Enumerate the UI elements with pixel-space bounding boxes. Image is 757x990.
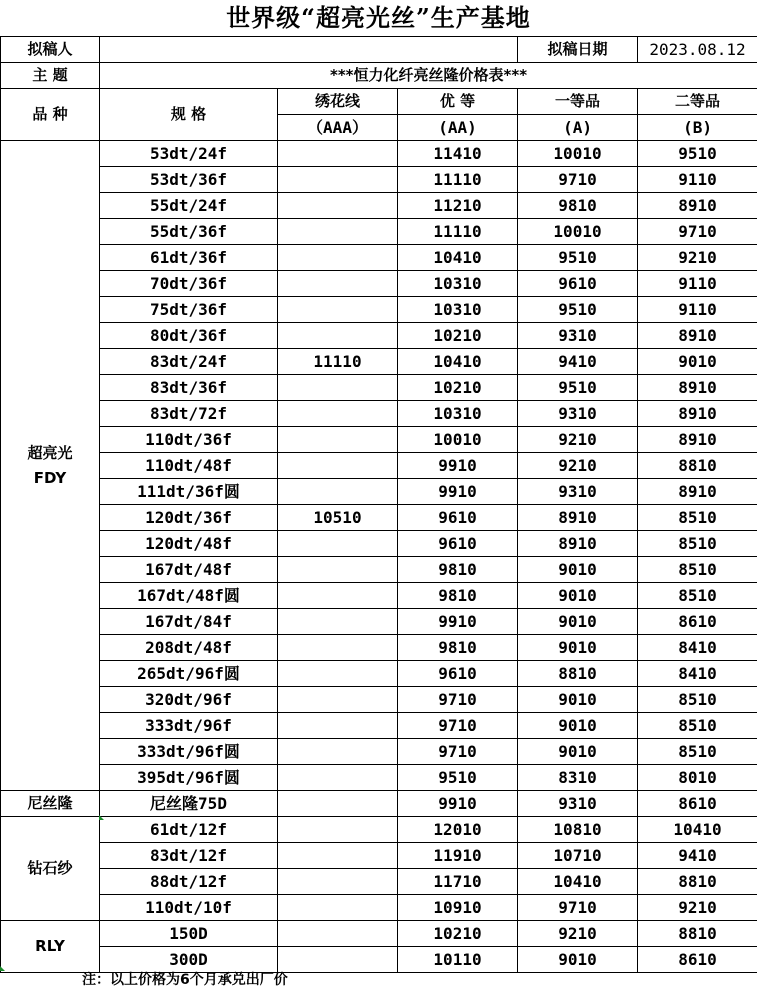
first-grade-price-cell: 9310 — [518, 791, 638, 817]
header-variety: 品 种 — [1, 89, 100, 141]
second-grade-price-cell: 8510 — [638, 713, 757, 739]
first-grade-price-cell: 9010 — [518, 583, 638, 609]
second-grade-price-cell: 8510 — [638, 531, 757, 557]
embroidery-price-cell — [278, 167, 398, 193]
premium-price-cell: 10310 — [398, 271, 518, 297]
embroidery-price-cell — [278, 791, 398, 817]
header-embroidery: 绣花线 — [278, 89, 398, 115]
second-grade-price-cell: 8510 — [638, 687, 757, 713]
price-table — [0, 36, 757, 973]
premium-price-cell: 9910 — [398, 479, 518, 505]
header-embroidery-sub: （AAA） — [278, 115, 398, 141]
first-grade-price-cell: 9010 — [518, 713, 638, 739]
spec-cell: 61dt/12f — [100, 817, 278, 843]
second-grade-price-cell: 8910 — [638, 323, 757, 349]
table-row — [1, 583, 757, 609]
embroidery-price-cell — [278, 141, 398, 167]
second-grade-price-cell: 9210 — [638, 895, 757, 921]
table-row — [1, 557, 757, 583]
spec-cell: 167dt/48f — [100, 557, 278, 583]
second-grade-price-cell: 8810 — [638, 921, 757, 947]
sheet-title: 世界级“超亮光丝”生产基地 — [226, 3, 531, 32]
embroidery-price-cell — [278, 765, 398, 791]
table-row — [1, 167, 757, 193]
subject-value: ***恒力化纤亮丝隆价格表*** — [100, 63, 757, 89]
spec-cell: 333dt/96f圆 — [100, 739, 278, 765]
first-grade-price-cell: 9510 — [518, 245, 638, 271]
header-first-grade: 一等品 — [518, 89, 638, 115]
variety-name: 钻石纱 — [27, 859, 73, 877]
variety-name: 超亮光 — [27, 443, 73, 462]
embroidery-price-cell — [278, 583, 398, 609]
footnote: 注：以上价格为6个月承兑出厂价 — [82, 972, 288, 988]
first-grade-price-cell: 9310 — [518, 401, 638, 427]
first-grade-price-cell: 8910 — [518, 531, 638, 557]
spec-cell: 80dt/36f — [100, 323, 278, 349]
table-row — [1, 531, 757, 557]
second-grade-price-cell: 9710 — [638, 219, 757, 245]
variety-cell — [1, 791, 100, 817]
table-row — [1, 479, 757, 505]
premium-price-cell: 11710 — [398, 869, 518, 895]
premium-price-cell: 9610 — [398, 661, 518, 687]
spec-cell: 53dt/24f — [100, 141, 278, 167]
table-row — [1, 453, 757, 479]
first-grade-price-cell: 9810 — [518, 193, 638, 219]
premium-price-cell: 10010 — [398, 427, 518, 453]
premium-price-cell: 9910 — [398, 609, 518, 635]
spec-cell: 55dt/36f — [100, 219, 278, 245]
variety-name: 尼丝隆 — [27, 794, 73, 812]
spec-cell: 83dt/24f — [100, 349, 278, 375]
second-grade-price-cell: 8510 — [638, 739, 757, 765]
embroidery-price-cell — [278, 427, 398, 453]
first-grade-price-cell: 10410 — [518, 869, 638, 895]
first-grade-price-cell: 9510 — [518, 375, 638, 401]
premium-price-cell: 9810 — [398, 635, 518, 661]
spec-cell: 333dt/96f — [100, 713, 278, 739]
second-grade-price-cell: 8010 — [638, 765, 757, 791]
table-row — [1, 323, 757, 349]
spec-cell: 75dt/36f — [100, 297, 278, 323]
embroidery-price-cell — [278, 401, 398, 427]
table-row — [1, 635, 757, 661]
table-row — [1, 219, 757, 245]
table-row — [1, 505, 757, 531]
spec-cell: 300D — [100, 947, 278, 973]
date-label: 拟稿日期 — [518, 37, 638, 63]
header-premium: 优 等 — [398, 89, 518, 115]
header-first-grade-sub: (A) — [518, 115, 638, 141]
variety-name: RLY — [35, 937, 65, 955]
spec-cell: 208dt/48f — [100, 635, 278, 661]
spec-cell: 120dt/36f — [100, 505, 278, 531]
premium-price-cell: 10210 — [398, 323, 518, 349]
premium-price-cell: 9510 — [398, 765, 518, 791]
premium-price-cell: 10210 — [398, 375, 518, 401]
cell-marker-1 — [99, 815, 104, 820]
spec-cell: 83dt/12f — [100, 843, 278, 869]
variety-cell — [1, 921, 100, 973]
spec-cell: 110dt/10f — [100, 895, 278, 921]
premium-price-cell: 9610 — [398, 505, 518, 531]
second-grade-price-cell: 9110 — [638, 167, 757, 193]
table-row — [1, 661, 757, 687]
second-grade-price-cell: 8410 — [638, 635, 757, 661]
table-row — [1, 141, 757, 167]
author-label: 拟稿人 — [1, 37, 100, 63]
spec-cell: 83dt/36f — [100, 375, 278, 401]
second-grade-price-cell: 9510 — [638, 141, 757, 167]
spec-cell: 167dt/84f — [100, 609, 278, 635]
premium-price-cell: 10110 — [398, 947, 518, 973]
table-row — [1, 401, 757, 427]
premium-price-cell: 9710 — [398, 739, 518, 765]
spec-cell: 110dt/48f — [100, 453, 278, 479]
first-grade-price-cell: 10710 — [518, 843, 638, 869]
embroidery-price-cell — [278, 323, 398, 349]
embroidery-price-cell — [278, 895, 398, 921]
spec-cell: 167dt/48f圆 — [100, 583, 278, 609]
embroidery-price-cell — [278, 843, 398, 869]
embroidery-price-cell — [278, 531, 398, 557]
premium-price-cell: 10410 — [398, 349, 518, 375]
first-grade-price-cell: 9210 — [518, 453, 638, 479]
table-row — [1, 193, 757, 219]
variety-cell — [1, 141, 100, 791]
premium-price-cell: 11210 — [398, 193, 518, 219]
first-grade-price-cell: 9010 — [518, 947, 638, 973]
subject-row — [1, 63, 757, 89]
header-second-grade-sub: (B) — [638, 115, 757, 141]
table-row — [1, 921, 757, 947]
first-grade-price-cell: 8910 — [518, 505, 638, 531]
embroidery-price-cell — [278, 245, 398, 271]
cell-marker-2 — [0, 966, 5, 971]
premium-price-cell: 11910 — [398, 843, 518, 869]
spec-cell: 111dt/36f圆 — [100, 479, 278, 505]
header-spec: 规 格 — [100, 89, 278, 141]
premium-price-cell: 12010 — [398, 817, 518, 843]
subject-label: 主 题 — [1, 63, 100, 89]
premium-price-cell: 9810 — [398, 583, 518, 609]
second-grade-price-cell: 9110 — [638, 271, 757, 297]
first-grade-price-cell: 9710 — [518, 895, 638, 921]
spec-cell: 尼丝隆75D — [100, 791, 278, 817]
embroidery-price-cell — [278, 921, 398, 947]
embroidery-price-cell — [278, 687, 398, 713]
second-grade-price-cell: 8410 — [638, 661, 757, 687]
embroidery-price-cell — [278, 869, 398, 895]
spec-cell: 265dt/96f圆 — [100, 661, 278, 687]
first-grade-price-cell: 9210 — [518, 427, 638, 453]
table-row — [1, 895, 757, 921]
first-grade-price-cell: 8310 — [518, 765, 638, 791]
embroidery-price-cell — [278, 947, 398, 973]
second-grade-price-cell: 8910 — [638, 375, 757, 401]
premium-price-cell: 11410 — [398, 141, 518, 167]
first-grade-price-cell: 10010 — [518, 141, 638, 167]
first-grade-price-cell: 9310 — [518, 479, 638, 505]
premium-price-cell: 10210 — [398, 921, 518, 947]
second-grade-price-cell: 9210 — [638, 245, 757, 271]
first-grade-price-cell: 9010 — [518, 635, 638, 661]
first-grade-price-cell: 9010 — [518, 687, 638, 713]
second-grade-price-cell: 8910 — [638, 401, 757, 427]
table-row — [1, 817, 757, 843]
premium-price-cell: 9910 — [398, 453, 518, 479]
variety-cell — [1, 817, 100, 921]
spec-cell: 110dt/36f — [100, 427, 278, 453]
second-grade-price-cell: 8910 — [638, 427, 757, 453]
premium-price-cell: 9910 — [398, 791, 518, 817]
first-grade-price-cell: 9210 — [518, 921, 638, 947]
spec-cell: 150D — [100, 921, 278, 947]
embroidery-price-cell: 11110 — [278, 349, 398, 375]
embroidery-price-cell — [278, 297, 398, 323]
variety-subname: FDY — [33, 468, 67, 487]
embroidery-price-cell — [278, 713, 398, 739]
author-row — [1, 37, 757, 63]
second-grade-price-cell: 9010 — [638, 349, 757, 375]
second-grade-price-cell: 8510 — [638, 557, 757, 583]
spec-cell: 61dt/36f — [100, 245, 278, 271]
second-grade-price-cell: 8510 — [638, 505, 757, 531]
table-row — [1, 687, 757, 713]
second-grade-price-cell: 9410 — [638, 843, 757, 869]
premium-price-cell: 9810 — [398, 557, 518, 583]
table-row — [1, 609, 757, 635]
table-row — [1, 869, 757, 895]
table-row — [1, 375, 757, 401]
second-grade-price-cell: 8510 — [638, 583, 757, 609]
premium-price-cell: 10410 — [398, 245, 518, 271]
embroidery-price-cell: 10510 — [278, 505, 398, 531]
embroidery-price-cell — [278, 817, 398, 843]
second-grade-price-cell: 8610 — [638, 609, 757, 635]
header-premium-sub: (AA) — [398, 115, 518, 141]
embroidery-price-cell — [278, 193, 398, 219]
first-grade-price-cell: 9410 — [518, 349, 638, 375]
embroidery-price-cell — [278, 557, 398, 583]
spec-cell: 53dt/36f — [100, 167, 278, 193]
embroidery-price-cell — [278, 453, 398, 479]
embroidery-price-cell — [278, 219, 398, 245]
table-row — [1, 427, 757, 453]
embroidery-price-cell — [278, 661, 398, 687]
first-grade-price-cell: 9610 — [518, 271, 638, 297]
premium-price-cell: 10310 — [398, 401, 518, 427]
spec-cell: 395dt/96f圆 — [100, 765, 278, 791]
first-grade-price-cell: 9010 — [518, 609, 638, 635]
table-row — [1, 765, 757, 791]
table-row — [1, 297, 757, 323]
first-grade-price-cell: 9010 — [518, 557, 638, 583]
spec-cell: 120dt/48f — [100, 531, 278, 557]
embroidery-price-cell — [278, 635, 398, 661]
header-row-1 — [1, 89, 757, 115]
premium-price-cell: 9710 — [398, 687, 518, 713]
first-grade-price-cell: 9510 — [518, 297, 638, 323]
spec-cell: 70dt/36f — [100, 271, 278, 297]
table-row — [1, 947, 757, 973]
table-row — [1, 843, 757, 869]
premium-price-cell: 10910 — [398, 895, 518, 921]
table-row — [1, 713, 757, 739]
premium-price-cell: 10310 — [398, 297, 518, 323]
second-grade-price-cell: 8610 — [638, 791, 757, 817]
table-row — [1, 739, 757, 765]
second-grade-price-cell: 8910 — [638, 479, 757, 505]
table-row — [1, 271, 757, 297]
embroidery-price-cell — [278, 375, 398, 401]
second-grade-price-cell: 9110 — [638, 297, 757, 323]
second-grade-price-cell: 8610 — [638, 947, 757, 973]
embroidery-price-cell — [278, 609, 398, 635]
premium-price-cell: 9610 — [398, 531, 518, 557]
first-grade-price-cell: 9010 — [518, 739, 638, 765]
embroidery-price-cell — [278, 479, 398, 505]
second-grade-price-cell: 8910 — [638, 193, 757, 219]
date-value: 2023.08.12 — [638, 37, 757, 63]
table-row — [1, 349, 757, 375]
spec-cell: 83dt/72f — [100, 401, 278, 427]
second-grade-price-cell: 8810 — [638, 869, 757, 895]
spec-cell: 320dt/96f — [100, 687, 278, 713]
first-grade-price-cell: 10010 — [518, 219, 638, 245]
second-grade-price-cell: 8810 — [638, 453, 757, 479]
premium-price-cell: 9710 — [398, 713, 518, 739]
first-grade-price-cell: 9310 — [518, 323, 638, 349]
first-grade-price-cell: 9710 — [518, 167, 638, 193]
first-grade-price-cell: 10810 — [518, 817, 638, 843]
table-row — [1, 245, 757, 271]
spec-cell: 55dt/24f — [100, 193, 278, 219]
table-row — [1, 791, 757, 817]
second-grade-price-cell: 10410 — [638, 817, 757, 843]
author-value — [100, 37, 518, 63]
premium-price-cell: 11110 — [398, 167, 518, 193]
embroidery-price-cell — [278, 739, 398, 765]
spec-cell: 88dt/12f — [100, 869, 278, 895]
first-grade-price-cell: 8810 — [518, 661, 638, 687]
premium-price-cell: 11110 — [398, 219, 518, 245]
embroidery-price-cell — [278, 271, 398, 297]
header-second-grade: 二等品 — [638, 89, 757, 115]
